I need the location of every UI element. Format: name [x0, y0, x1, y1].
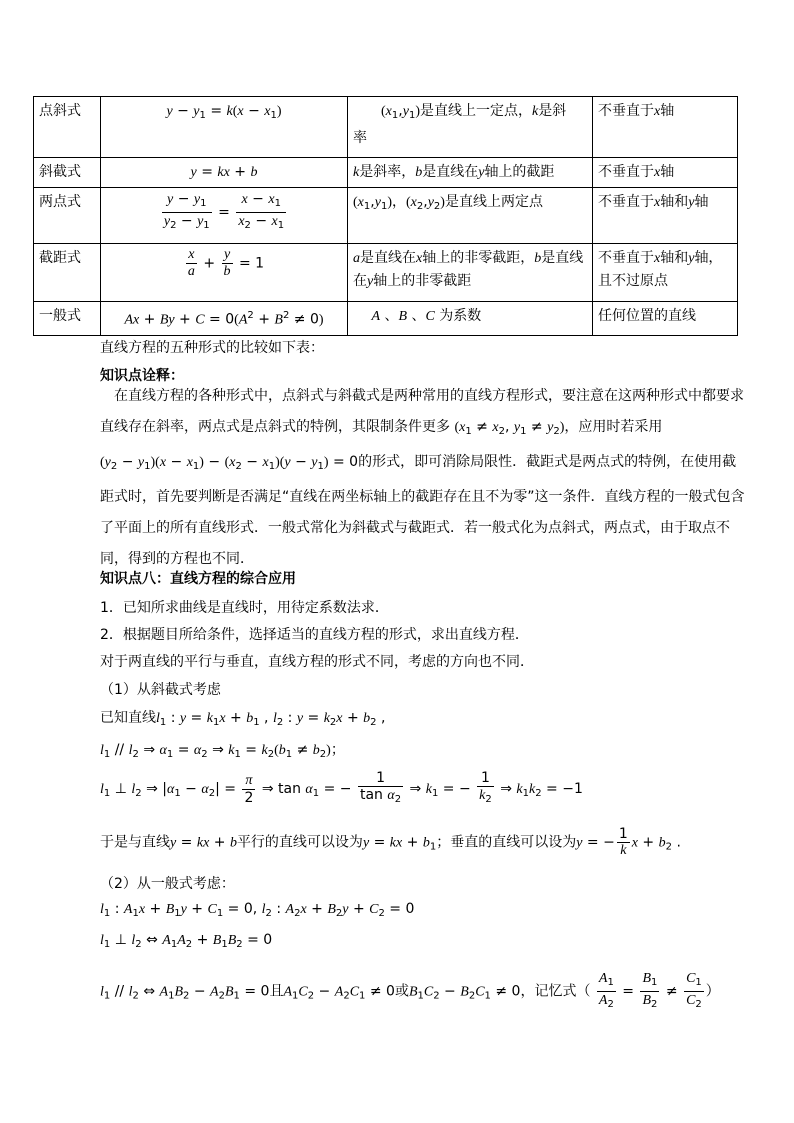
table-row: 截距式 $\frac{x}{a}$ + $\frac{y}{b}$ = 1 a是直线在x轴上的非零截距，b是直线在y轴上的非零截距 不垂直于x轴和y轴， 且不过原点: [34, 244, 738, 302]
form-condition: 不垂直于x轴: [593, 97, 738, 158]
table-row: [34, 97, 738, 158]
form-name: 点斜式: [34, 97, 101, 158]
list-item: 1．已知所求曲线是直线时，用待定系数法求．: [100, 600, 389, 616]
form-description: $(x_1,y_1)$是直线上一定点，k是斜 率: [348, 97, 593, 158]
list-item: 对于两直线的平行与垂直，直线方程的形式不同，考虑的方向也不同．: [100, 654, 534, 670]
table-row: 一般式 $Ax + By + C = 0(A^2 + B^2 \ne 0)$ A 、B 、C 为系数 任何位置的直线: [34, 302, 738, 336]
note-paragraph: 在直线方程的各种形式中，点斜式与斜截式是两种常用的直线方程形式，要注意在这两种形式中都要求直线存在斜率，两点式是点斜式的特例，其限制条件更多 ($x_1 \ne x_2$, $y_1 \ne y_2$)，应用时若采用 $(y_2 - y_1)(x - x_1) - (x_2 - x_1)(y - y_1) = 0$的形式，即可消除局限性．截距式是两点式的特例，在使用截距式时，首先要判断是否满足“直线在两坐标轴上的截距存在且不为零”这一条件．直线方程的一般式包含了平面上的所有直线形式．一般式常化为斜截式与截距式．若一般式化为点斜式，两点式，由于取点不同，得到的方程也不同．: [100, 388, 745, 567]
table-row: 斜截式 y = kx + b k是斜率，b是直线在y轴上的截距 不垂直于x轴: [34, 158, 738, 188]
general-parallel: $l_1 // l_2$ ⇔ $A_1B_2 - A_2B_1 = 0$且$A_1C_2 - A_2C_1 \ne 0$或$B_1C_2 - B_2C_1 \ne 0$，记忆式（ $\frac{A_1}{A_2}$ = $\frac{B_1}{B_2}$ ≠ $\frac{C_1}{C_2}$ ）: [100, 971, 720, 1010]
table-row: 两点式 $\frac{y - y_1}{y_2 - y_1}$ = $\frac{x - x_1}{x_2 - x_1}$ $(x_1,y_1)$，$(x_2,y_2)$是直线上两定点 不垂直于x轴和y轴: [34, 188, 738, 244]
conclusion-line: 于是与直线y = kx + b平行的直线可以设为y = kx + $b_1$；垂直的直线可以设为y = − $\frac{1}{k}$ $x + b_2$ .: [100, 826, 681, 858]
note-title: 知识点诠释：: [100, 368, 184, 384]
slope-intercept-definition: 已知直线$l_1$ : $y = k_1x + b_1$ , $l_2$ : $y = k_2x + b_2$ ,: [100, 710, 386, 728]
line-equation-table: [33, 96, 738, 336]
section-title: 知识点八：直线方程的综合应用: [100, 571, 296, 587]
general-definition: $l_1$ : $A_1x + B_1y + C_1 = 0$, $l_2$ : $A_2x + B_2y + C_2 = 0$: [100, 901, 415, 919]
table-caption: 直线方程的五种形式的比较如下表：: [100, 340, 324, 356]
perpendicular-condition: $l_1$ ⊥ $l_2$ ⇒ $|\alpha_1 - \alpha_2|$ = $\frac{\pi}{2}$ ⇒ $\tan \alpha_1$ = − $\frac{1}{\tan \alpha_2}$ ⇒ $k_1$ = − $\frac{1}{k_2}$ ⇒ $k_1k_2 = -1$: [100, 770, 583, 806]
parallel-condition: $l_1 // l_2$ ⇒ $\alpha_1 = \alpha_2$ ⇒ $k_1 = k_2(b_1 \ne b_2)$；: [100, 742, 345, 760]
general-perpendicular: $l_1$ ⊥ $l_2$ ⇔ $A_1A_2 + B_1B_2 = 0$: [100, 932, 273, 950]
subsection-title: （1）从斜截式考虑: [100, 682, 221, 698]
subsection-title: （2）从一般式考虑：: [100, 876, 235, 892]
list-item: 2．根据题目所给条件，选择适当的直线方程的形式，求出直线方程．: [100, 627, 529, 643]
form-formula: $y - y_1 = k(x - x_1)$: [101, 97, 348, 158]
